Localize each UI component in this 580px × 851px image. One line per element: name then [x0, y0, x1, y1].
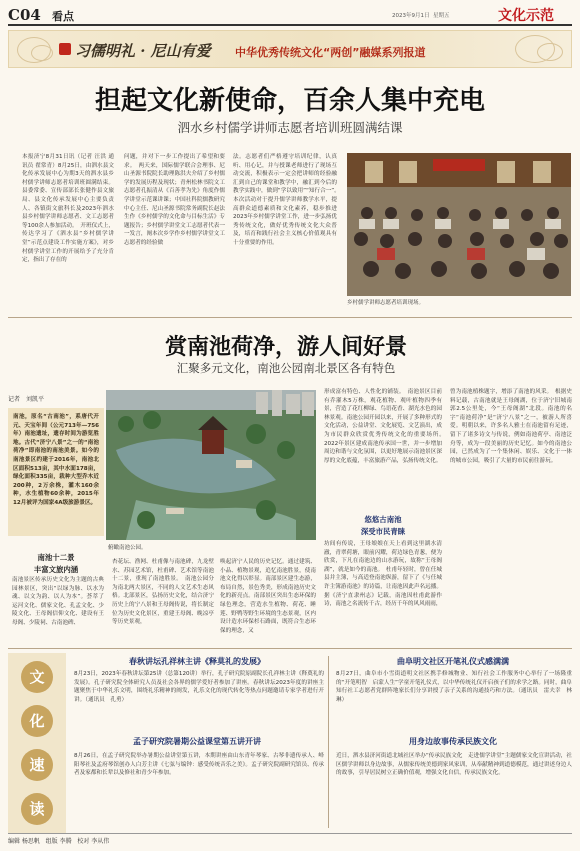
training-photo-caption: 乡村儒学讲师志愿者培训现场。 [347, 300, 425, 306]
cloud-ornament-icon [31, 45, 53, 61]
footer-layout: 组版 李腾 [45, 838, 72, 845]
article1-col2: 问题，并对下一步工作提出了希望和要求。 两天来，国际儒学联合会理事、尼山圣源书院院长助理陈洪夫介绍了乡村儒学的发展历程及现状；青州松林书院文工志愿者孔振清从《百善孝为先》角度作儒学讲堂示范课讲课；中国社科院儒教研究中心主任、尼山圣源书院常务副院长赵法生作《乡村儒学的文化命与目标生活》专题报告；乡村儒学讲堂文工志愿者代表一一发言，阐本次乡学作乡村儒学讲堂文工志愿者的经验做 [124, 154, 225, 246]
quick-read-char-3: 速 [21, 749, 53, 781]
training-photo [347, 153, 571, 296]
article2-intro-box [8, 408, 104, 536]
section-name: 看点 [52, 10, 74, 23]
news-column-divider [328, 656, 329, 828]
article2-col4: 形成富有特色、人性化的铺装。 南池景区目前有乔灌木5万株，观花植物、观叶植物四季有景，营造了花红柳绿、鸟语花香、湖光水色的园林景观。南池公园开园以来，开展了多种形式的文化活动，公益讲堂、文化展览、文艺演出，成为市民群众欣赏优秀传统文化的重要场所。 2022年景区建成南池传承国一世，并一步增加周边和谐与文化氛围，以更好地展示南池景区深厚的文化底蕴，丰富旅游产品，弘扬传统文化。 [324, 389, 448, 464]
weekday-text: 星期五 [433, 13, 450, 19]
article-divider [8, 317, 572, 318]
article2-col1: 南池景区传承历史文化为主题的古典园林景区，突出“以绿为脉、以水为魂、以文为韵、以人为本”。荟萃了运河文化、儒家文化、孔孟文化、少陵文化、王母阁信仰文化、建设有王母阁、少陵祠、古南池碑、 [12, 577, 104, 626]
article2-col6: 曾为南池植株题字，增添了南池的风采。 根据史料记载，古南池就是王母阁湖，位于济宁旧城南郭2.5公里处，今“王母阁湖”北段。南池的名字“南池荷净”是“济宁八景”之一，被游人所喜爱。明朝以来，许多名人雅士在南池留有足迹，留下了诸多诗文与传说，例如南池荷亭、南池泛舟等，成为一段美丽的历史记忆。如今的南池公园，已然成为了一个集休闲、娱乐、文化于一体的城市公园，吸引了大量的市民前往游玩。 [450, 389, 572, 464]
quick-read-char-2: 化 [21, 705, 53, 737]
quick-read-char-4: 读 [21, 793, 53, 825]
article2-subhead1-line2: 丰富文旅内涵 [33, 565, 79, 574]
series-banner [8, 30, 572, 68]
page-code: C04 [8, 6, 41, 24]
news-body-4: 近日，泗水县济河街道北城社区举办“传承民族文化 走进儒学讲堂”主题儒家文化宣讲活动，社区儒学讲师以身边故事，从儒家传统美德到家风家训，从奉献精神到道德模范，通过讲述身边人的故事，引导居民树立正确价值观，增强文化自信，传承民族文化。 [336, 753, 572, 777]
news-title-4: 用身边故事传承民族文化 [409, 737, 497, 746]
banner-theme: 中华优秀传统文化“两创”融媒系列报道 [235, 46, 426, 59]
footer-credits [8, 836, 109, 845]
park-aerial-image [106, 390, 316, 540]
issue-date [392, 11, 450, 19]
section-divider [8, 648, 572, 649]
header-rule [8, 24, 572, 26]
article1-subtitle: 泗水乡村儒学讲师志愿者培训班圆满结课 [177, 120, 403, 135]
article2-subtitle: 汇聚多元文化，南池公园南北景区各有特色 [176, 361, 396, 375]
article2-col5: 坊间有传说，王母娘娘在天上看到这里湖水清澈，青翠荷塘，眼前闪耀，荷边绿色青葱，便为欣赏，下凡在南池边的山水游玩，故称“王母阁湖”，就是如今的南池。 杜甫年轻时，曾在任城县并主簿，与高适登南池纵游，留下了《与任城许主簿游南池》的诗篇，让南池因此声名远播。据《济宁直隶州志》记载，南池因杜甫此游作诗，南池之名流传千古，经历千年的风风雨雨， [324, 541, 442, 608]
article2-byline: 记者 刘凯平 [8, 396, 45, 403]
footer-proof: 校对 李从伟 [77, 838, 110, 845]
article2-subhead2-line2: 深受市民青睐 [360, 527, 406, 536]
article1-col3: 法。志愿者们严格遵守培训纪律，认真听、用心记，并与授课老师进行了现场互动交流，积极表示一定会把讲师的经验融汇到自己的课堂和教学中，融汇到今后的教学实践中，做到“学以致用”“知行合一”。 本次活动对于提升儒学讲师教学水平，提高群众道德素质和文化素养，稳步推进2023年乡村儒学讲堂工作，进一步弘扬优秀传统文化，做好优秀传统文化大众普及，培育和践行社会主义核心价值观具有十分重要的作用。 [233, 154, 343, 246]
article2-subhead2-line1: 悠悠古南池 [364, 515, 402, 524]
news-title-3: 曲阜明文社区开笔礼仪式感满满 [397, 657, 509, 666]
article2-title: 赏南池荷净，游人间好景 [164, 334, 407, 360]
footer-editor: 编辑 杨思帆 [8, 838, 40, 845]
article2-subhead1-line1: 南池十二景 [37, 553, 75, 562]
article1-title: 担起文化新使命，百余人集中充电 [94, 86, 485, 116]
brand-logo: 文化示范 [498, 8, 554, 24]
news-body-2: 8月26日，在孟子研究院举办暑期公益讲堂第五讲，本期讲座由山东青年琴家、古琴非遗传承人、峄阳琴社及孟府琴馆创办人白芳主讲《七弦与编钟：感受传统音乐之美》。孟子研究院副研究馆员、传承者及家都和长辈以及修社和青少年参加。 [74, 753, 324, 777]
article2-col2: 杏花坛、渔网、杜甫像与南池碑，九龙壁水、苏园艺术馆，杜甫碑、艺术馆等南池十二景，重现了南池胜景。 南池公园分为南北两大景区，不同的人文艺术生态风格。北部景区，弘扬历史文化，结合济宁历史上的宁八景和王母阁传说，将长制定位为历史文化景区，重建王母阁、晚凉亭等历史景观， [112, 559, 214, 626]
news-title-2: 孟子研究院暑期公益课堂第五讲开讲 [133, 737, 261, 746]
culture-quick-read-band [8, 653, 66, 833]
cloud-ornament-icon [537, 43, 563, 61]
banner-slogan: 习儒明礼 · 尼山有爱 [75, 42, 211, 60]
footer-rule [8, 833, 572, 834]
seal-icon [59, 43, 71, 55]
training-scene-image [347, 153, 571, 296]
date-text: 2023年9月1日 [392, 13, 430, 19]
news-title-1: 春秋讲坛孔祥林主讲《释莫礼的发展》 [129, 657, 265, 666]
news-body-3: 8月27日，曲阜市小雪街道明文社区携手修城物业、知行社会工作服务中心举行了一场隆重的“开笔明智 启蒙人生”学童开笔礼仪式，以中华传统礼仪开启孩子们的求学之路。同时，曲阜知行社工志愿者党群阵地家长们分享讲授了亲子关系的沟通技巧和方法。（通讯员 雷夫幸 林琳） [336, 671, 572, 703]
park-photo-caption: 俯瞰南池公园。 [108, 545, 147, 551]
article2-col3: 唤起济宁人民的历史记忆。通过建筑、小品、植物景观，追忆南池胜景，使南池文化得以彰显。南部景区建生态游，布局自然，景色秀美，形成南池历史文化的新亮点。南部景区突出生态环保的绿色理念，营造水生植物、荷花、睡莲、野鸭等野生环境的生态景观，区内设计造水环保杉石路面，既符合生态环保的理念，又 [220, 559, 316, 634]
news-body-1: 8月23日，2023年春秋讲坛第25讲（总第120讲）举行，孔子研究院原副院长孔祥林主讲《释奠礼的发展》。孔子研究院全体研究人员及社会各界的儒学爱好者参加了讲座。春秋讲坛2023年度的讲座主题聚焦于中华礼乐文明，围绕礼乐精神的阐发，礼乐文化的现代转化等热点问题邀请专家学者进行开讲。（通讯员 孔勇） [74, 671, 324, 703]
article2-intro: 南池，原名“古南池”，系唐代开元、天宝年间（公元713年—756年）南池遗址，遗存时间为游览胜地。古代“济宁八景”之一的“南池荷净”即南池的南池美景。如今的南池景区约建于2016年，南池北区面积513亩，其中水面178亩，绿化面积335亩，栽种大型乔木近200种，2万余株，灌木160余种，水生植物60余种，2015年12月被评为国家4A级旅游景区。 [13, 414, 99, 506]
park-aerial-photo [106, 390, 316, 540]
article1-col1: 本报济宁8月31日讯（记者 汪洪 通讯员 翟常青）8月25日，由泗水县文化传承发展中心为期3天的泗水县乡村儒学讲师志愿者培训班圆满结束。县委常委、宣传部部长张健作县文旅局、县文化传承发展中心主要负责人、各镇街文旅科长及2023年泗水县乡村儒学讲师志愿者、文工志愿者等100余人参加活动。 开班仪式上，传达学习了《泗水县“乡村儒学讲堂”示范点建设工作实施方案》，对乡村儒学讲堂工作的开展给予了充分肯定，指出了存在的 [22, 154, 114, 264]
quick-read-char-1: 文 [21, 661, 53, 693]
